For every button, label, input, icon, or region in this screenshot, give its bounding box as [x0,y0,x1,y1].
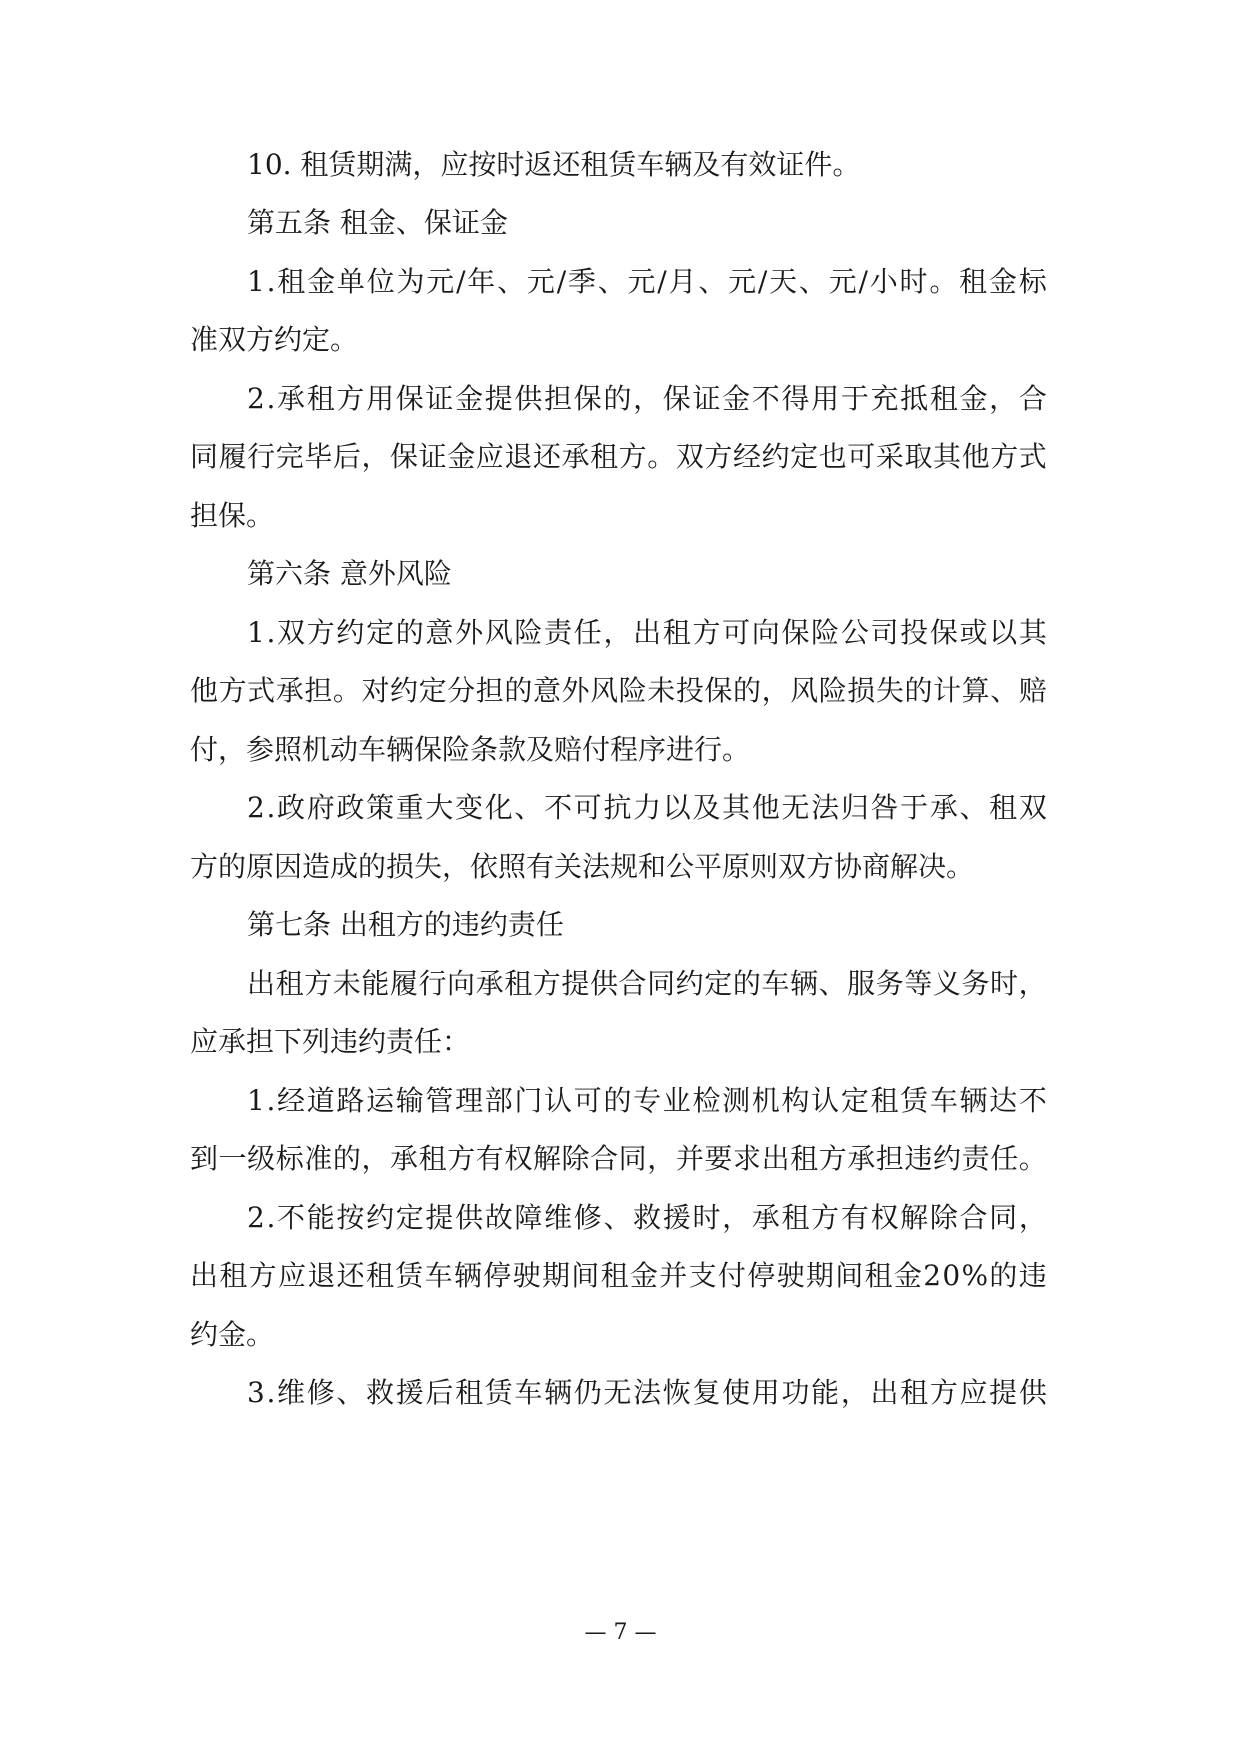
page-number: — 7 — [584,1620,657,1645]
text-line: 同 履 行 完 毕 后 ， 保 证 金 应 退 还 承 租 方 。 双 方 经 约 定 也 可 采 取 其 他 方 式 [190,440,1047,473]
section-heading: 第六条 意外风险 [247,557,452,590]
text-line: 10. 租赁期满，应按时返还租赁车辆及有效证件。 [247,148,861,181]
text-line: 到 一 级 标 准 的 ， 承 租 方 有 权 解 除 合 同 ， 并 要 求 出 租 方 承 担 违 约 责 任 。 [190,1142,1047,1175]
text-line: 2 . 承 租 方 用 保 证 金 提 供 担 保 的 ， 保 证 金 不 得 用 于 充 抵 租 金 ， 合 [247,382,1047,415]
text-line: 约金。 [190,1318,275,1351]
section-heading: 第七条 出租方的违约责任 [247,908,564,941]
text-line: 3 . 维 修 、 救 援 后 租 赁 车 辆 仍 无 法 恢 复 使 用 功 能 ， 出 租 方 应 提 供 [247,1376,1047,1409]
text-line: 出 租 方 未 能 履 行 向 承 租 方 提 供 合 同 约 定 的 车 辆 、 服 务 等 义 务 时 ， [247,967,1047,1000]
section-heading: 第五条 租金、保证金 [247,206,508,239]
text-line: 1 . 双 方 约 定 的 意 外 风 险 责 任 ， 出 租 方 可 向 保 险 公 司 投 保 或 以 其 [247,616,1047,649]
text-line: 准双方约定。 [190,323,359,356]
text-line: 2 . 政 府 政 策 重 大 变 化 、 不 可 抗 力 以 及 其 他 无 法 归 咎 于 承 、 租 双 [247,791,1047,824]
text-line: 担保。 [190,499,275,532]
text-line: 付，参照机动车辆保险条款及赔付程序进行。 [190,733,751,766]
text-line: 1 . 租 金 单 位 为 元 / 年 、 元 / 季 、 元 / 月 、 元 / 天 、 元 / 小 时 。 租 金 标 [247,265,1047,298]
text-line: 2 . 不 能 按 约 定 提 供 故 障 维 修 、 救 援 时 ， 承 租 方 有 权 解 除 合 同 ， [247,1201,1047,1234]
text-line: 出 租 方 应 退 还 租 赁 车 辆 停 驶 期 间 租 金 并 支 付 停 驶 期 间 租 金 2 0 % 的 违 [190,1259,1047,1292]
text-line: 方的原因造成的损失，依照有关法规和公平原则双方协商解决。 [190,850,975,883]
text-line: 应承担下列违约责任： [190,1025,471,1058]
text-line: 1 . 经 道 路 运 输 管 理 部 门 认 可 的 专 业 检 测 机 构 认 定 租 赁 车 辆 达 不 [247,1084,1047,1117]
text-line: 他 方 式 承 担 。 对 约 定 分 担 的 意 外 风 险 未 投 保 的 ， 风 险 损 失 的 计 算 、 赔 [190,674,1047,707]
